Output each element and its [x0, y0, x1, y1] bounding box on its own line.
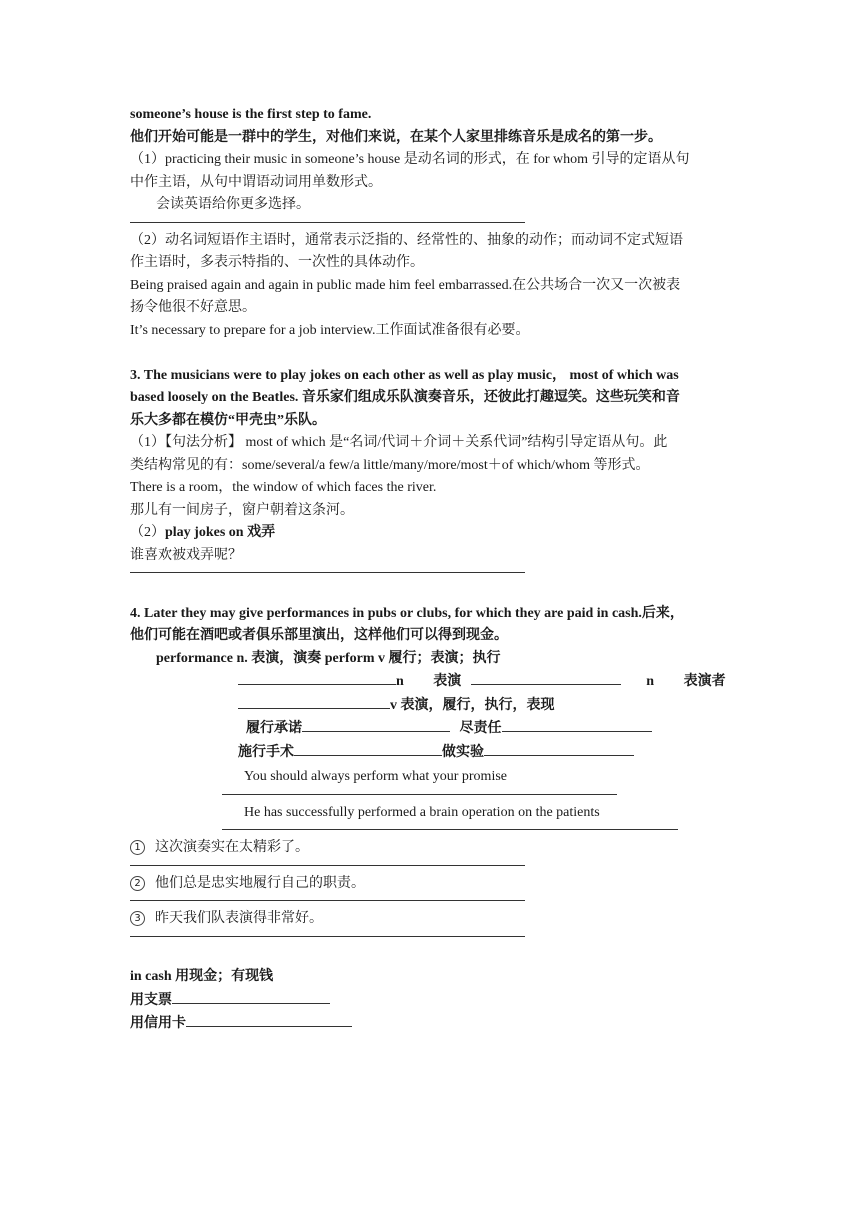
item-text: 昨天我们队表演得非常好。 — [155, 911, 323, 926]
section-4-title: 他们可能在酒吧或者俱乐部里演出，这样他们可以得到现金。 — [130, 628, 508, 643]
sentence-zh: 他们开始可能是一群中的学生，对他们来说，在某个人家里排练音乐是成名的第一步。 — [130, 129, 662, 145]
item-number: 1 — [130, 840, 145, 855]
vocab-label: 做实验 — [442, 744, 484, 760]
vocab-head: performance n. 表演，演奏 perform v 履行；表演；执行 — [156, 650, 501, 666]
document-page — [130, 104, 736, 1036]
vocab-label: 表演者 — [683, 674, 726, 689]
note-2-phrase: play jokes on 戏弄 — [165, 525, 276, 540]
answer-line[interactable] — [130, 864, 525, 866]
exercise-item — [130, 908, 736, 931]
section-3-title: 乐大多都在模仿“甲壳虫”乐队。 — [130, 412, 326, 428]
blank[interactable] — [238, 694, 390, 709]
example-en: There is a room，the window of which faces the river. — [130, 480, 437, 495]
pos-n: n — [396, 674, 404, 689]
note-1-line: 中作主语，从句中谓语动词用单数形式。 — [130, 174, 382, 190]
exercise-item — [130, 837, 736, 860]
vocab-label: 施行手术 — [238, 744, 294, 760]
note-1-line: 类结构常见的有：some/several/a few/a little/many/more/most＋of which/whom 等形式。 — [130, 457, 650, 473]
blank[interactable] — [186, 1012, 352, 1027]
item-number: 2 — [130, 876, 145, 891]
translate-sentence: You should always perform what your promise — [244, 769, 507, 784]
section-3-title: 3. The musicians were to play jokes on each other as well as play music， most of which was — [130, 367, 679, 383]
vocab-label: v 表演，履行，执行，表现 — [390, 697, 555, 713]
exercise-prompt: 会读英语给你更多选择。 — [156, 197, 310, 212]
vocab-row-3 — [238, 717, 736, 741]
phrase-in-cash: in cash 用现金；有现钱 — [130, 969, 274, 984]
exercise-item — [130, 873, 736, 896]
blank[interactable] — [502, 717, 652, 732]
note-2-line: 作主语时，多表示特指的、一次性的具体动作。 — [130, 255, 424, 270]
vocab-label: 履行承诺 — [246, 721, 302, 736]
blank[interactable] — [484, 741, 634, 756]
vocab-row-4 — [238, 741, 736, 765]
sentence-en: someone’s house is the first step to fame. — [130, 107, 372, 122]
example-line: It’s necessary to prepare for a job interview.工作面试准备很有必要。 — [130, 322, 530, 338]
blank[interactable] — [238, 670, 396, 685]
blank[interactable] — [294, 741, 442, 756]
phrase-label: 用支票 — [130, 992, 172, 1008]
vocab-row-2 — [238, 694, 736, 718]
section-3-title: based loosely on the Beatles. 音乐家们组成乐队演奏音乐，还彼此打趣逗笑。这些玩笑和音 — [130, 390, 680, 405]
answer-line[interactable] — [130, 899, 525, 901]
answer-line[interactable] — [222, 793, 617, 795]
answer-line[interactable] — [130, 571, 525, 573]
blank[interactable] — [471, 670, 621, 685]
phrase-credit — [130, 1012, 736, 1036]
phrase-cheque — [130, 989, 736, 1013]
note-2-line — [130, 522, 736, 545]
note-2-line: （2）动名词短语作主语时，通常表示泛指的、经常性的、抽象的动作；而动词不定式短语 — [130, 232, 683, 248]
note-2-prefix: （2） — [130, 525, 165, 540]
exercise-prompt: 谁喜欢被戏弄呢？ — [130, 547, 242, 563]
vocab-label: 表演 — [433, 674, 462, 689]
vocab-label: 尽责任 — [459, 721, 502, 736]
item-text: 这次演奏实在太精彩了。 — [155, 840, 309, 855]
answer-line[interactable] — [130, 935, 525, 937]
section-4-title: 4. Later they may give performances in pubs or clubs, for which they are paid in cash.后来， — [130, 605, 684, 621]
item-number: 3 — [130, 911, 145, 926]
answer-line[interactable] — [130, 221, 525, 223]
item-text: 他们总是忠实地履行自己的职责。 — [155, 875, 365, 891]
blank[interactable] — [302, 717, 450, 732]
translate-sentence: He has successfully performed a brain operation on the patients — [244, 804, 600, 820]
vocab-row-1 — [238, 670, 736, 694]
blank[interactable] — [172, 989, 330, 1004]
example-line: Being praised again and again in public made him feel embarrassed.在公共场合一次又一次被表 — [130, 277, 681, 293]
answer-line[interactable] — [222, 828, 678, 830]
example-line: 扬令他很不好意思。 — [130, 300, 256, 315]
example-zh: 那儿有一间房子，窗户朝着这条河。 — [130, 502, 354, 518]
pos-n: n — [646, 674, 655, 689]
note-1-line: （1）【句法分析】 most of which 是“名词/代词＋介词＋关系代词”结构引导定语从句。此 — [130, 435, 668, 450]
note-1-line: （1）practicing their music in someone’s house 是动名词的形式，在 for whom 引导的定语从句 — [130, 152, 690, 167]
phrase-label: 用信用卡 — [130, 1016, 186, 1031]
